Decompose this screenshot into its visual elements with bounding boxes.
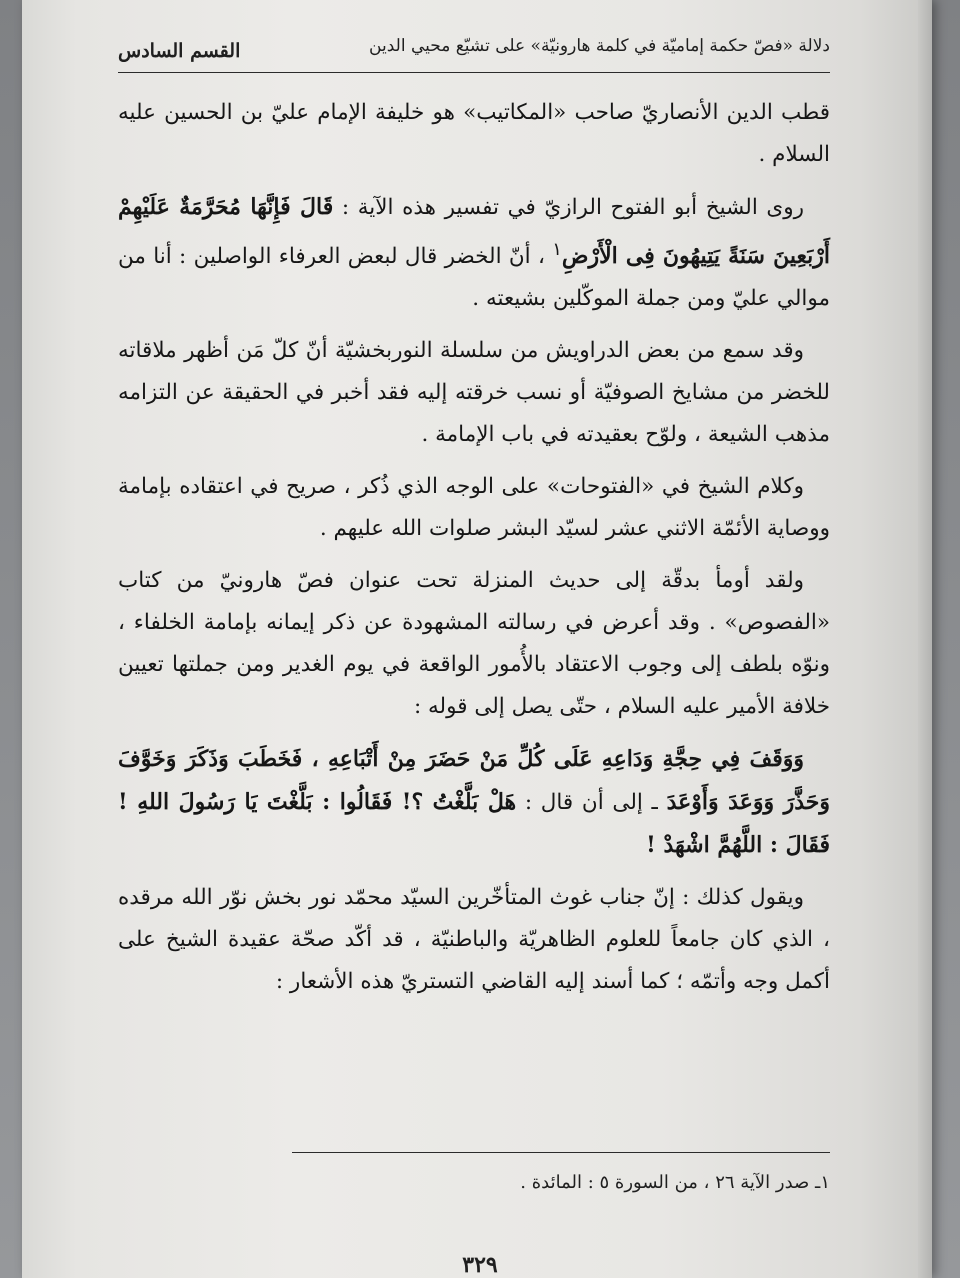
paragraph-1: قطب الدين الأنصاريّ صاحب «المكاتيب» هو خليفة الإمام عليّ بن الحسين عليه السلام . [118, 100, 830, 167]
paragraph-7: ويقول كذلك : إنّ جناب غوث المتأخّرين السيّد محمّد نور بخش نوّر الله مرقده ، الذي كان جامعاً للعلوم الظاهريّة والباطنيّة ، قد أكّد صحّة عقيدة الشيخ على أكمل وجه وأتمّه ؛ كما أسند إليه القاضي التستريّ هذه الأشعار : [118, 885, 830, 995]
paragraph-2-rest: ، أنّ الخضر قال لبعض العرفاء الواصلين : أنا من موالي عليّ ومن جملة الموكّلين بشيعته . [118, 244, 830, 312]
paragraph-2 [118, 186, 830, 320]
footnote-marker: ١ [552, 239, 562, 260]
quoted-sermon-b: هَلْ بَلَّغْتُ ؟! فَقَالُوا : بَلَّغْتَ يَا رَسُولَ اللهِ ! فَقَالَ : اللَّهُمَّ اشْهَدْ ! [118, 789, 830, 859]
page-number: ٣٢٩ [462, 1252, 498, 1278]
header-section: القسم السادس [118, 40, 241, 62]
paragraph-2-intro: روى الشيخ أبو الفتوح الرازيّ في تفسير هذه الآية : [341, 195, 804, 220]
footnote: ١ـ صدر الآية ٢٦ ، من السورة ٥ : المائدة . [520, 1172, 830, 1193]
header-title: دلالة «فصّ حكمة إماميّة في كلمة هارونيّة» على تشيّع محيي الدين [369, 36, 830, 56]
main-text [118, 92, 830, 1013]
paragraph-4: وكلام الشيخ في «الفتوحات» على الوجه الذي ذُكر ، صريح في اعتقاده بإمامة ووصاية الأئمّة الاثني عشر لسيّد البشر صلوات الله عليهم . [118, 474, 830, 542]
paragraph-6 [118, 738, 830, 867]
quran-verse: قَالَ فَإِنَّهَا مُحَرَّمَةٌ عَلَيْهِمْ أَرْبَعِينَ سَنَةً يَتِيهُونَ فِى الْأَرْضِ [118, 194, 830, 270]
paragraph-3: وقد سمع من بعض الدراويش من سلسلة النوربخشيّة أنّ كلّ مَن أظهر ملاقاته للخضر من مشايخ الصوفيّة أو نسب خرقته إليه فقد أخبر في الحقيقة عن التزامه مذهب الشيعة ، ولوّح بعقيدته في باب الإمامة . [118, 338, 830, 448]
quoted-sermon-connector: ـ إلى أن قال : [524, 790, 658, 816]
header-rule [118, 72, 830, 73]
paragraph-5: ولقد أومأ بدقّة إلى حديث المنزلة تحت عنوان فصّ هارونيّ من كتاب «الفصوص» . وقد أعرض في رسالته المشهودة عن ذكر إيمانه بإمامة الخلفاء ، ونوّه بلطف إلى وجوب الاعتقاد بالأُمور الواقعة في يوم الغدير ومن جملتها تعيين خلافة الأمير عليه السلام ، حتّى يصل إلى قوله : [118, 568, 830, 720]
running-header [118, 34, 830, 66]
page-edge [918, 0, 932, 1278]
quoted-sermon-a: وَوَقَفَ فِي حِجَّةِ وَدَاعِهِ عَلَى كُلِّ مَنْ حَضَرَ مِنْ أَتْبَاعِهِ ، فَخَطَبَ وَذَكَرَ وَخَوَّفَ وَحَذَّرَ وَوَعَدَ وَأَوْعَدَ [118, 746, 830, 816]
footnote-rule [292, 1152, 830, 1153]
